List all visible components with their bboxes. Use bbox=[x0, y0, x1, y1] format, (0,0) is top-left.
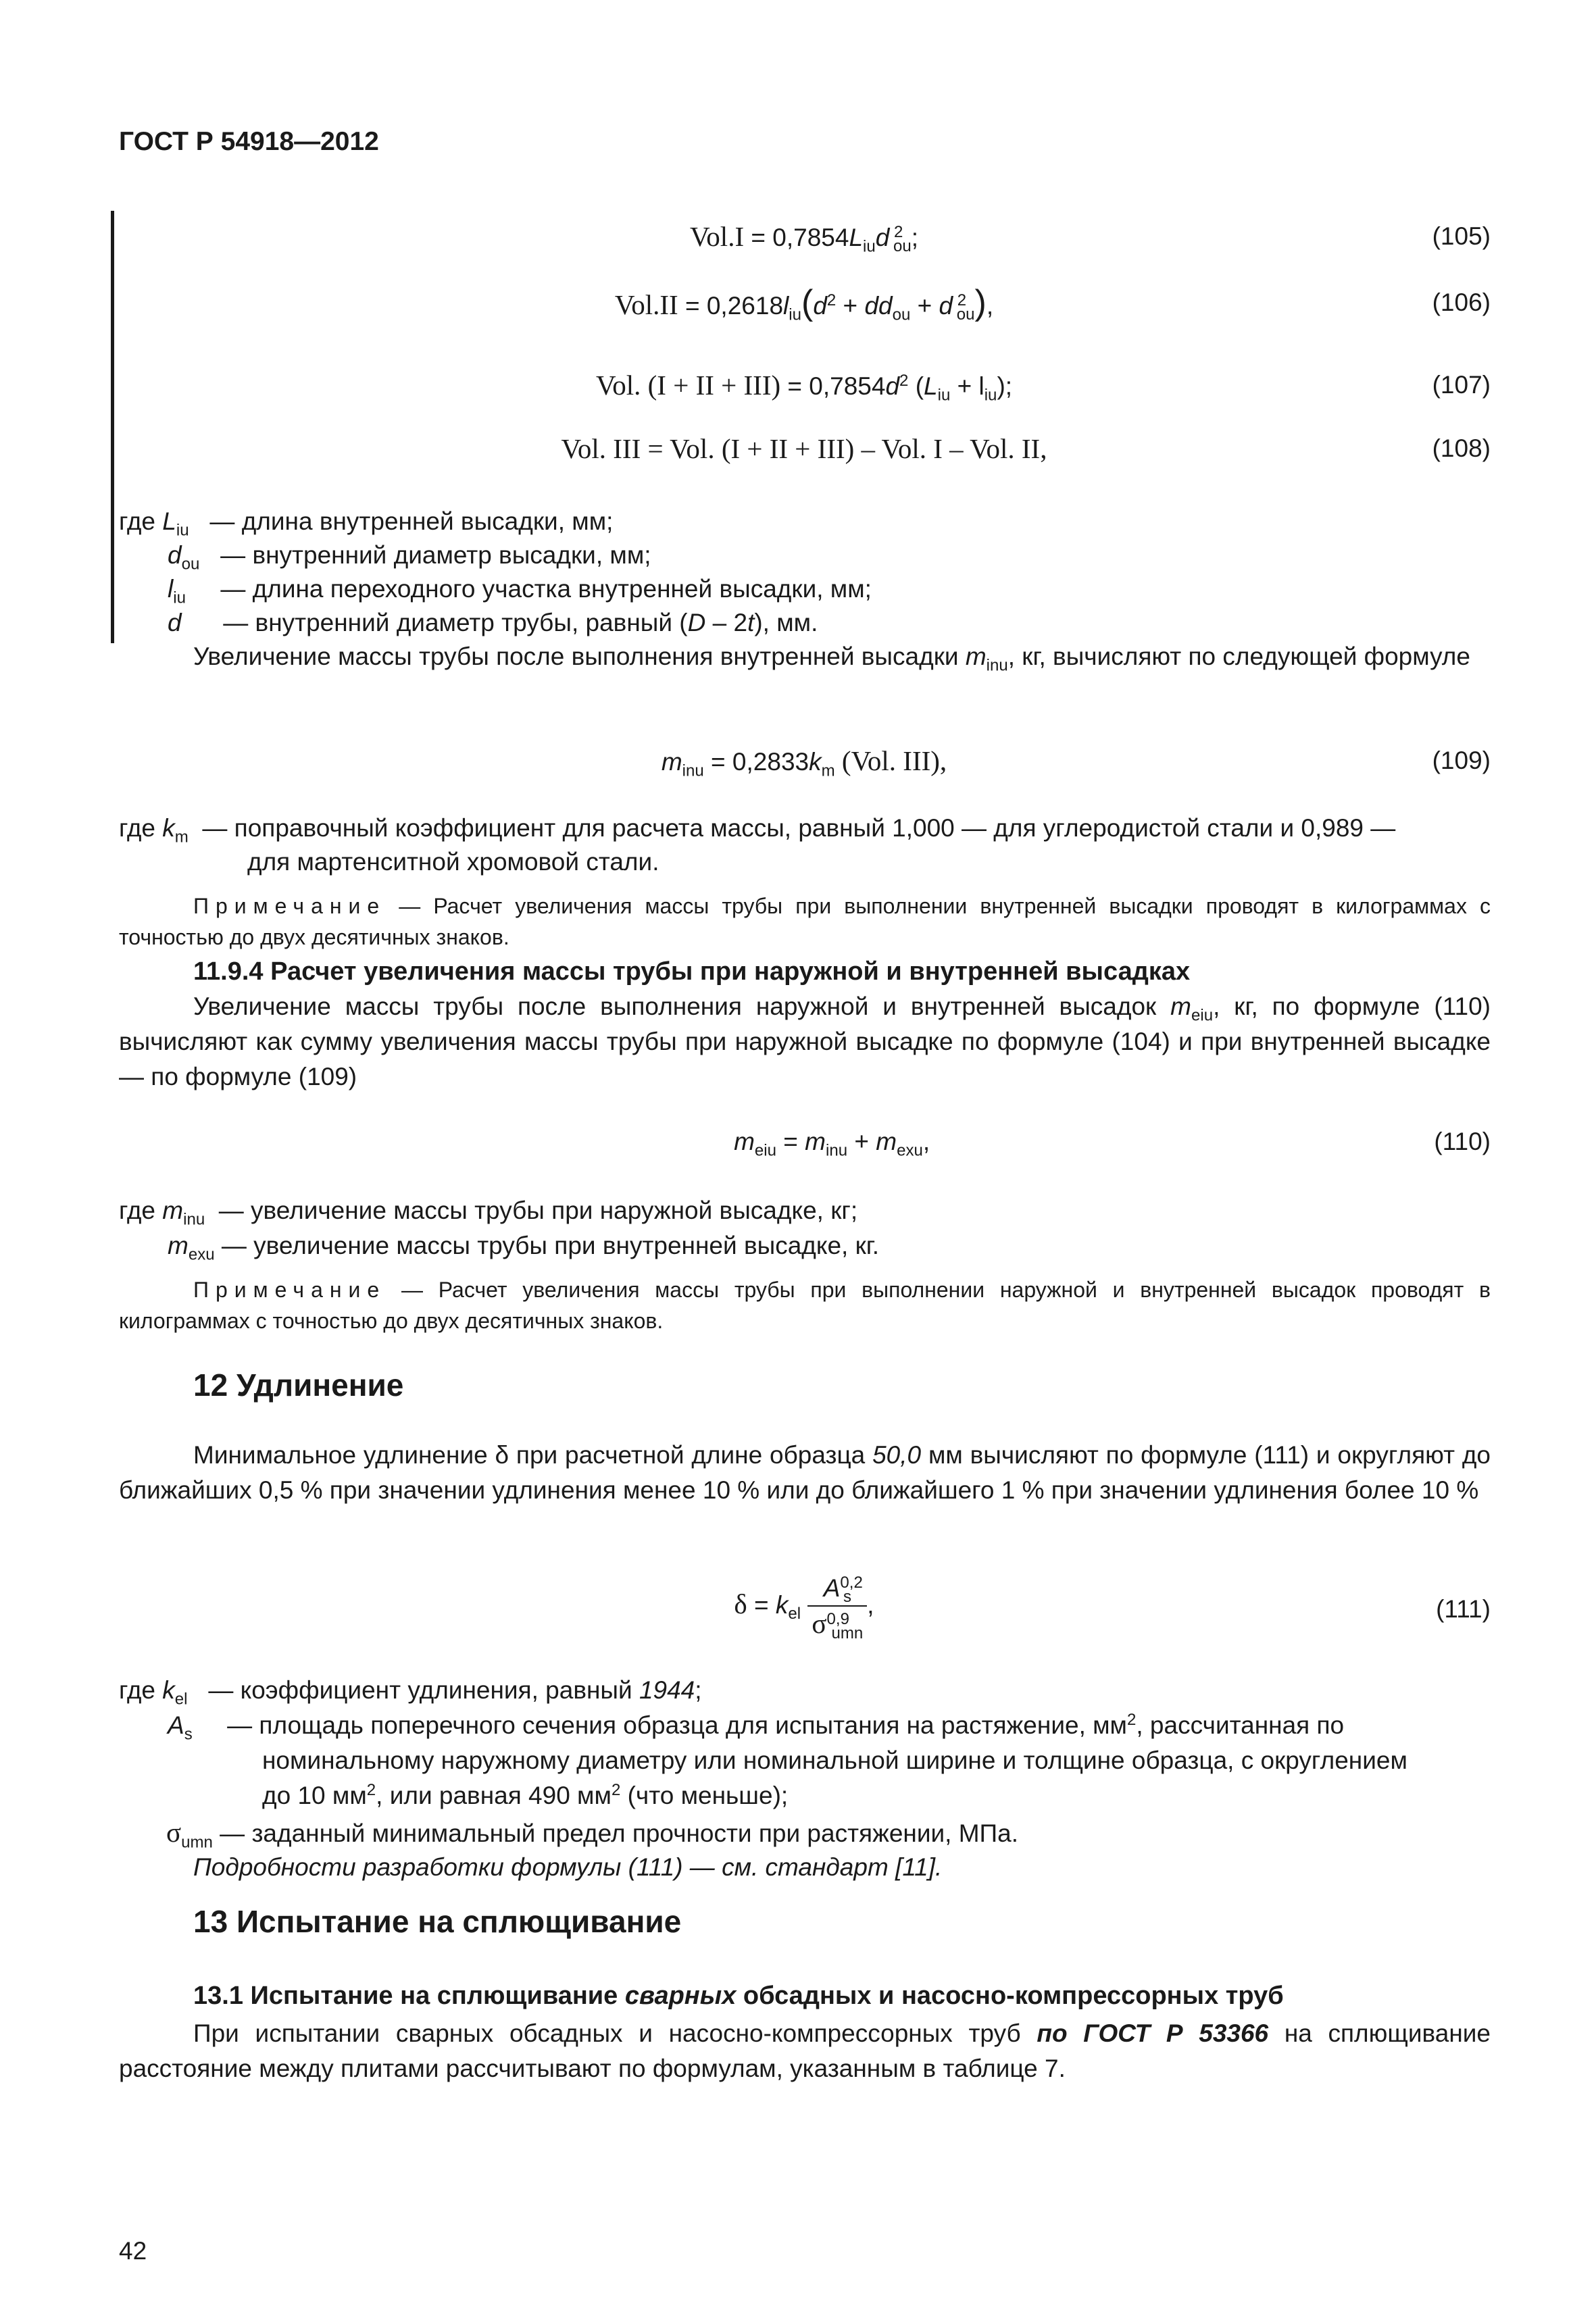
eq-number-108: (108) bbox=[1432, 434, 1491, 462]
legend-formula-111 bbox=[119, 1673, 1497, 1881]
legend-formula-105-108 bbox=[119, 504, 1497, 646]
formula-109: $m_{inu} = 0,2833k_m$ (Vol. III), bbox=[661, 745, 947, 780]
legend-item-sigma: $\sigma_{umn}$ — заданный минимальный предел прочности при растяжении, МПа. bbox=[166, 1817, 1019, 1852]
document-header: ГОСТ Р 54918—2012 bbox=[119, 127, 379, 156]
legend-item-mexu: $m_{exu}$ — увеличение массы трубы при внутренней высадке, кг. bbox=[168, 1232, 880, 1264]
formula-105: $Vol.I = 0,7854L_{iu}d$ $^2_{ou}$; bbox=[689, 221, 918, 256]
legend-item-liu-small: $l_{iu}$ — длина переходного участка внутренней высадки, мм; bbox=[168, 575, 872, 607]
section-13-1-heading: 13.1 Испытание на сплющивание сварных обсадных и насосно-компрессорных труб bbox=[193, 1982, 1284, 2010]
legend-item-as-cont: номинальному наружному диаметру или номинальной ширине и толщине образца, с округлением bbox=[262, 1746, 1407, 1774]
paragraph-12: Минимальное удлинение δ при расчетной длине образца 50,0 мм вычисляют по формуле (111) и округляют до ближайших 0,5 % при значении удлинения менее 10 % или до ближайшего 1 % при значении удлинения более 10 % bbox=[119, 1441, 1491, 1504]
formula-108: Vol. III = Vol. (I + II + III) – Vol. I – Vol. II, bbox=[561, 433, 1047, 464]
section-12-heading: 12 Удлинение bbox=[193, 1367, 404, 1403]
formula-111: $\delta = k_{el}$ $\frac{A^{0,2}_s}{\sigma^{0,9}_{umn}}$ , bbox=[203, 1571, 1405, 1642]
eq-number-109: (109) bbox=[1432, 747, 1491, 774]
eq-number-110: (110) bbox=[1434, 1128, 1491, 1155]
legend-item-d: d — внутренний диаметр трубы, равный (D – 2t), мм. bbox=[168, 609, 818, 636]
section-11-9-4-heading: 11.9.4 Расчет увеличения массы трубы при наружной и внутренней высадках bbox=[193, 957, 1191, 986]
formula-110: $m_{eiu} = m_{inu} + m_{exu}$, bbox=[734, 1128, 930, 1160]
legend-formula-110 bbox=[119, 1193, 1497, 1267]
change-bar bbox=[111, 211, 114, 643]
formula-107: Vol. (I + II + $III) = 0,7854d^2$ $(L_{iu} + l_{iu})$; bbox=[595, 370, 1013, 405]
legend-item-km-cont: для мартенситной хромовой стали. bbox=[247, 848, 659, 876]
formula-106: $Vol.II = 0,2618l_{iu}(d^2 + dd_{ou} + d$ $^2_{ou}$), bbox=[614, 283, 994, 324]
eq-number-105: (105) bbox=[1432, 222, 1491, 250]
legend-item-km: где $k_m$ — поправочный коэффициент для расчета массы, равный 1,000 — для углеродистой стали и 0,989 — bbox=[119, 814, 1396, 847]
legend-item-kel: где $k_{el}$ — коэффициент удлинения, равный 1944; bbox=[119, 1676, 702, 1709]
legend-item-minu: где $m_{inu}$ — увеличение массы трубы при наружной высадке, кг; bbox=[119, 1197, 858, 1229]
legend-details: Подробности разработки формулы (111) — см. стандарт [11]. bbox=[193, 1853, 943, 1881]
section-13-heading: 13 Испытание на сплющивание bbox=[193, 1904, 682, 1939]
paragraph-minu: Увеличение массы трубы после выполнения внутренней высадки $m_{inu}$, кг, вычисляют по следующей формуле bbox=[193, 643, 1470, 675]
eq-number-107: (107) bbox=[1432, 371, 1491, 399]
note-1: Примечание — Расчет увеличения массы трубы при выполнении внутренней высадки проводят в килограммах с точностью до двух десятичных знаков. bbox=[119, 894, 1491, 949]
eq-number-111: (111) bbox=[1436, 1595, 1491, 1623]
fraction-111: $\frac{A^{0,2}_s}{\sigma^{0,9}_{umn}}$ bbox=[807, 1571, 867, 1642]
page-number: 42 bbox=[119, 2237, 147, 2265]
note-2: Примечание — Расчет увеличения массы трубы при выполнении наружной и внутренней высадок проводят в килограммах с точностью до двух десятичных знаков. bbox=[119, 1278, 1491, 1333]
legend-item-liu: где $L_{iu}$ — длина внутренней высадки, мм; bbox=[119, 507, 614, 540]
eq-number-106: (106) bbox=[1432, 288, 1491, 316]
legend-item-as: $A_s$ — площадь поперечного сечения образца для испытания на растяжение, $мм^2$, рассчитанная по bbox=[168, 1710, 1345, 1744]
paragraph-13-1: При испытании сварных обсадных и насосно-компрессорных труб по ГОСТ Р 53366 на сплющивание расстояние между плитами рассчитывают по формулам, указанным в таблице 7. bbox=[119, 2019, 1491, 2082]
legend-item-as-cont2: до 10 $мм^2$, или равная 490 $мм^2$ (что меньше); bbox=[262, 1780, 789, 1809]
legend-item-dou: $d_{ou}$ — внутренний диаметр высадки, мм; bbox=[168, 541, 651, 574]
paragraph-meiu: Увеличение массы трубы после выполнения наружной и внутренней высадок $m_{eiu}$, кг, по формуле (110) вычисляют как сумму увеличения массы трубы при наружной высадке по формуле (104) и при внутренней высадке — по формуле (109) bbox=[119, 992, 1491, 1090]
legend-formula-109 bbox=[119, 811, 1497, 885]
